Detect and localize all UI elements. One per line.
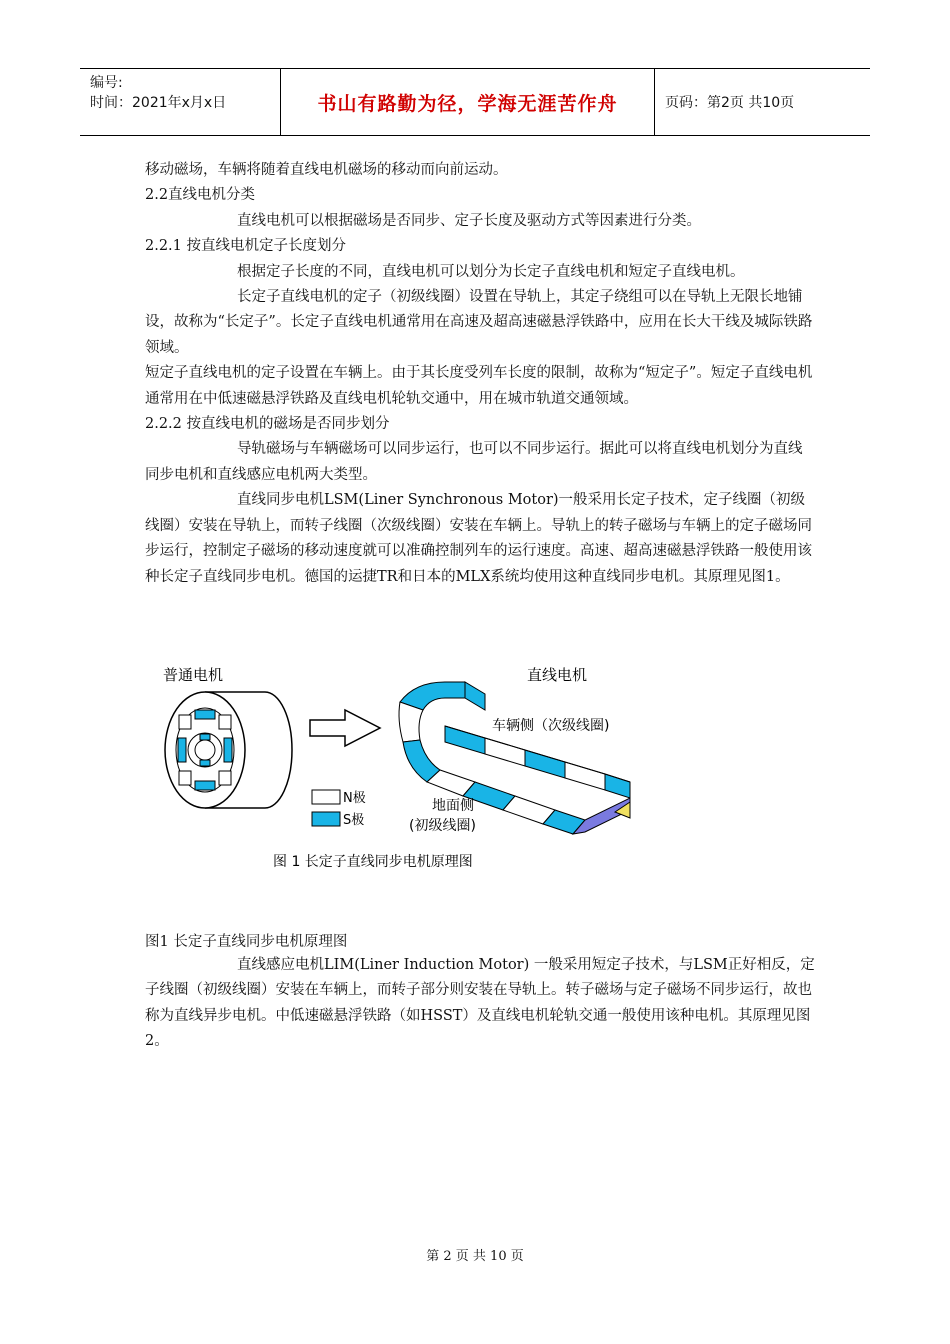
body-text-2 bbox=[145, 953, 815, 1055]
paragraph: 直线电机可以根据磁场是否同步、定子长度及驱动方式等因素进行分类。 bbox=[237, 212, 701, 229]
time-label: 时间：2021年x月x日 bbox=[90, 95, 227, 111]
paragraph: 直线同步电机LSM(Liner Synchronous Motor)一般采用长定子技术，定子线圈（初级线圈）安装在导轨上，而转子线圈（次级线圈）安装在车辆上。导轨上的转子磁场与车辆上的定子磁场同步运行，控制定子磁场的移动速度就可以准确控制列车的运行速度。高速、超高速磁悬浮铁路一般使用该种长定子直线同步电机。德国的运捷TR和日本的MLX系统均使用这种直线同步电机。其原理见图1。 bbox=[145, 492, 812, 585]
legend-s-label: S极 bbox=[343, 813, 365, 828]
page-label: 页码：第2页 共10页 bbox=[665, 95, 795, 111]
label-ground-side: 地面侧 bbox=[432, 798, 474, 814]
legend-s-swatch bbox=[312, 812, 340, 826]
paragraph: 长定子直线电机的定子（初级线圈）设置在导轨上，其定子绕组可以在导轨上无限长地铺设，故称为“长定子”。长定子直线电机通常用在高速及超高速磁悬浮铁路中，应用在长大干线及城际铁路领域。 bbox=[145, 289, 813, 356]
paragraph: 导轨磁场与车辆磁场可以同步运行，也可以不同步运行。据此可以将直线电机划分为直线同步电机和直线感应电机两大类型。 bbox=[145, 441, 803, 483]
paragraph: 短定子直线电机的定子设置在车辆上。由于其长度受列车长度的限制，故称为“短定子”。短定子直线电机通常用在中低速磁悬浮铁路及直线电机轮轨交通中，用在城市轨道交通领域。 bbox=[145, 365, 813, 407]
figure-embedded-caption: 图 1 长定子直线同步电机原理图 bbox=[273, 854, 473, 870]
header-motto-cell bbox=[281, 69, 655, 135]
paragraph: 直线感应电机LIM(Liner Induction Motor) 一般采用短定子技术，与LSM正好相反，定子线圈（初级线圈）安装在车辆上，而转子部分则安装在导轨上。转子磁场与定子磁场不同步运行，故也称为直线异步电机。中低速磁悬浮铁路（如HSST）及直线电机轮轨交通一般使用该种电机。其原理见图2。 bbox=[145, 957, 815, 1050]
section-heading: 2.2.1 按直线电机定子长度划分 bbox=[145, 238, 347, 255]
figure-caption: 图1 长定子直线同步电机原理图 bbox=[145, 934, 348, 950]
body-text bbox=[145, 158, 815, 590]
page-footer: 第 2 页 共 10 页 bbox=[426, 1249, 524, 1264]
page-header bbox=[80, 68, 870, 136]
label-ground-sub: (初级线圈) bbox=[409, 818, 476, 834]
code-label: 编号: bbox=[90, 75, 123, 91]
label-linear-motor: 直线电机 bbox=[527, 666, 588, 684]
arrow-icon bbox=[310, 710, 380, 746]
legend-n-swatch bbox=[312, 790, 340, 804]
header-page-cell bbox=[655, 69, 870, 135]
section-heading: 2.2直线电机分类 bbox=[145, 187, 256, 204]
header-meta bbox=[80, 69, 281, 135]
ordinary-motor-icon bbox=[165, 692, 292, 808]
paragraph: 移动磁场，车辆将随着直线电机磁场的移动而向前运动。 bbox=[145, 162, 508, 178]
figure-1 bbox=[145, 650, 665, 880]
section-heading: 2.2.2 按直线电机的磁场是否同步划分 bbox=[145, 416, 390, 433]
label-vehicle-side: 车辆侧（次级线圈) bbox=[492, 718, 610, 734]
motto-text: 书山有路勤为径，学海无涯苦作舟 bbox=[317, 92, 618, 115]
motor-diagram bbox=[145, 650, 665, 880]
label-ordinary-motor: 普通电机 bbox=[163, 666, 224, 684]
legend-n-label: N极 bbox=[343, 791, 366, 806]
paragraph: 根据定子长度的不同，直线电机可以划分为长定子直线电机和短定子直线电机。 bbox=[237, 263, 745, 280]
